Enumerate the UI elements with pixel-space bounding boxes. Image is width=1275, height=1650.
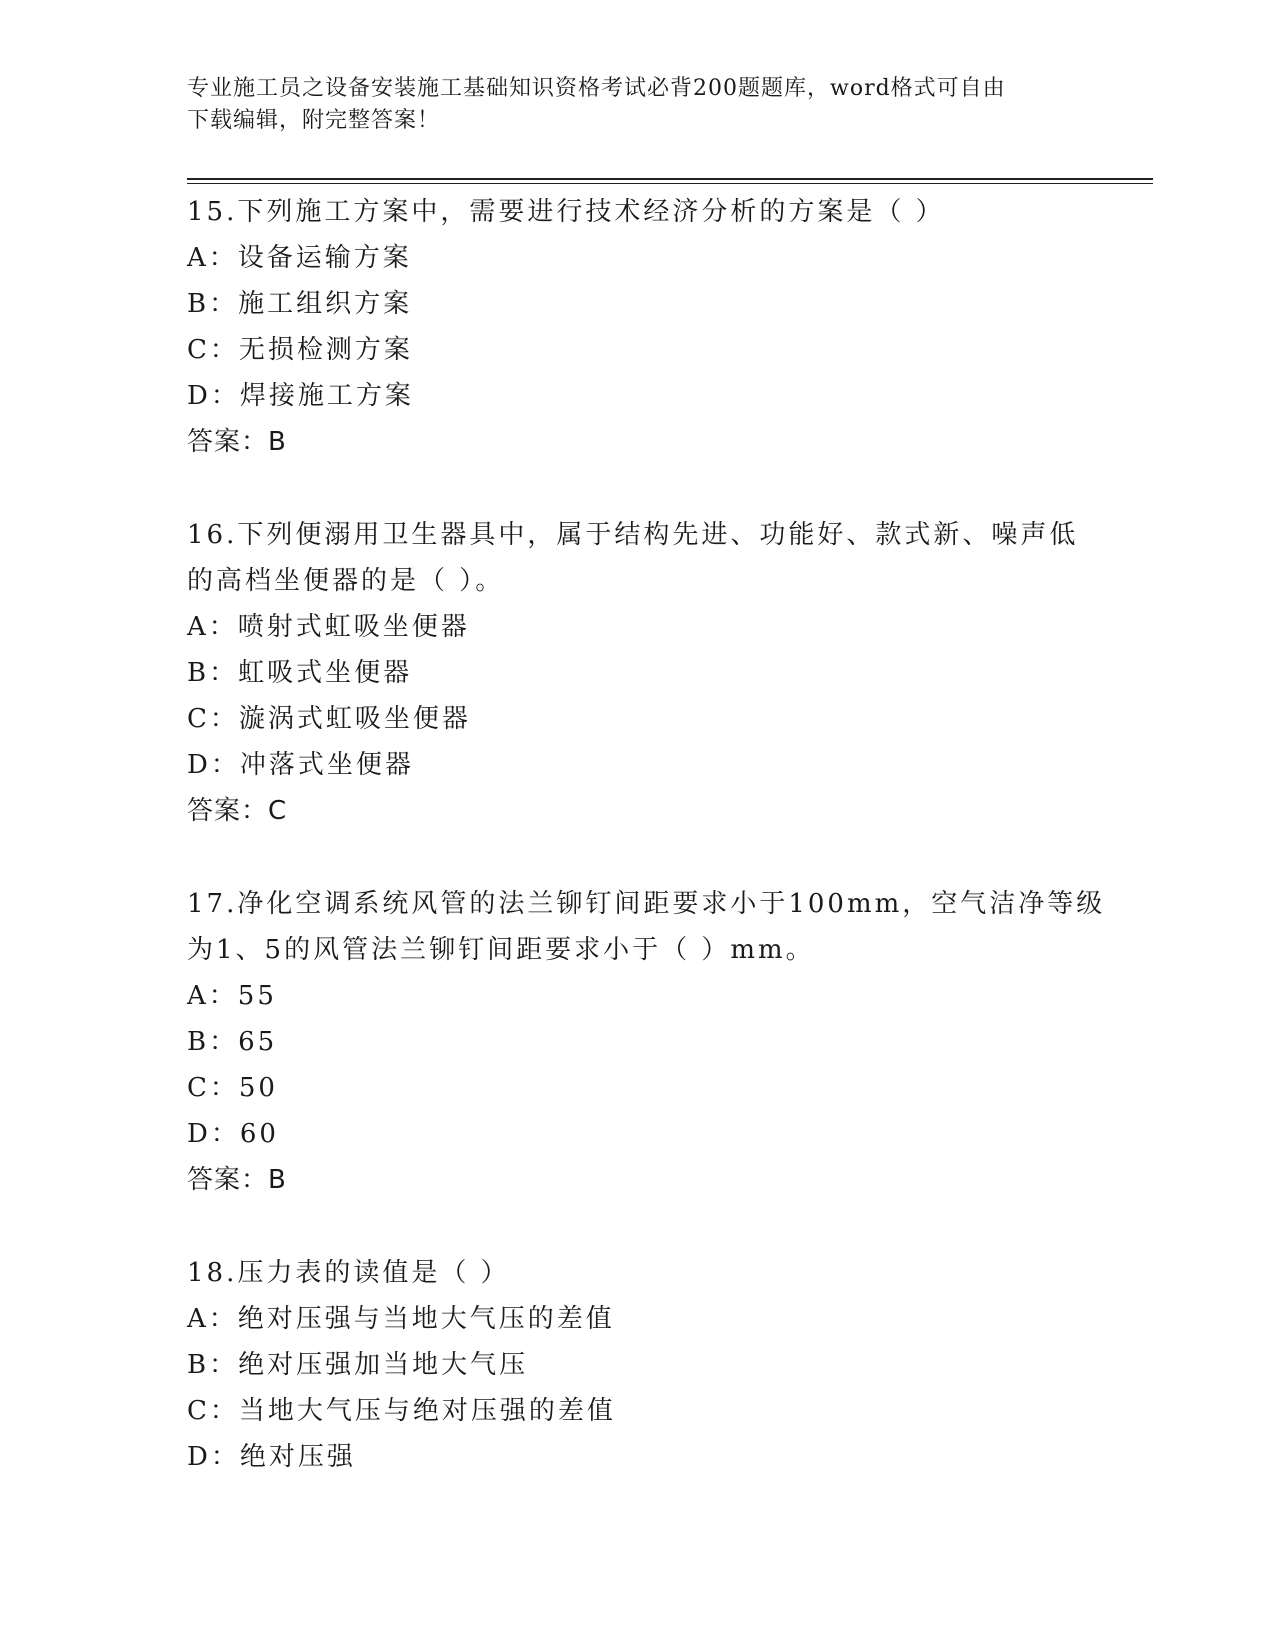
option-a: A：绝对压强与当地大气压的差值 xyxy=(187,1304,615,1334)
option-b: B：施工组织方案 xyxy=(187,289,413,319)
header-divider-thin xyxy=(187,183,1153,184)
option-d: D：60 xyxy=(187,1119,279,1149)
answer-line: 答案：C xyxy=(187,796,288,826)
question-list xyxy=(187,189,1106,1527)
option-c: C：50 xyxy=(187,1073,278,1103)
header-line-1: 专业施工员之设备安装施工基础知识资格考试必背200题题库，word格式可自由 xyxy=(187,76,1006,101)
question-stem-continued: 的高档坐便器的是（ ）。 xyxy=(187,566,505,596)
answer-line: 答案：B xyxy=(187,1165,287,1195)
option-a: A：喷射式虹吸坐便器 xyxy=(187,612,470,642)
question-17 xyxy=(187,881,1106,1203)
option-d: D：绝对压强 xyxy=(187,1442,356,1472)
question-stem: 17.净化空调系统风管的法兰铆钉间距要求小于100mm，空气洁净等级 xyxy=(187,889,1106,919)
question-stem: 16.下列便溺用卫生器具中，属于结构先进、功能好、款式新、噪声低 xyxy=(187,520,1079,550)
option-c: C：漩涡式虹吸坐便器 xyxy=(187,704,471,734)
option-b: B：虹吸式坐便器 xyxy=(187,658,413,688)
header-divider xyxy=(187,178,1153,180)
option-b: B：65 xyxy=(187,1027,278,1057)
question-stem: 15.下列施工方案中，需要进行技术经济分析的方案是（ ） xyxy=(187,197,945,227)
option-c: C：当地大气压与绝对压强的差值 xyxy=(187,1396,616,1426)
option-d: D：焊接施工方案 xyxy=(187,381,414,411)
question-stem: 18.压力表的读值是（ ） xyxy=(187,1258,510,1288)
option-b: B：绝对压强加当地大气压 xyxy=(187,1350,529,1380)
question-18 xyxy=(187,1250,1087,1480)
header-line-2: 下载编辑，附完整答案！ xyxy=(187,108,441,133)
option-c: C：无损检测方案 xyxy=(187,335,413,365)
option-d: D：冲落式坐便器 xyxy=(187,750,414,780)
question-16 xyxy=(187,512,1087,834)
answer-line: 答案：B xyxy=(187,427,287,457)
question-stem-continued: 为1、5的风管法兰铆钉间距要求小于（ ）mm。 xyxy=(187,935,815,965)
option-a: A：设备运输方案 xyxy=(187,243,412,273)
option-a: A：55 xyxy=(187,981,277,1011)
document-header xyxy=(187,73,1067,137)
question-15 xyxy=(187,189,1087,465)
